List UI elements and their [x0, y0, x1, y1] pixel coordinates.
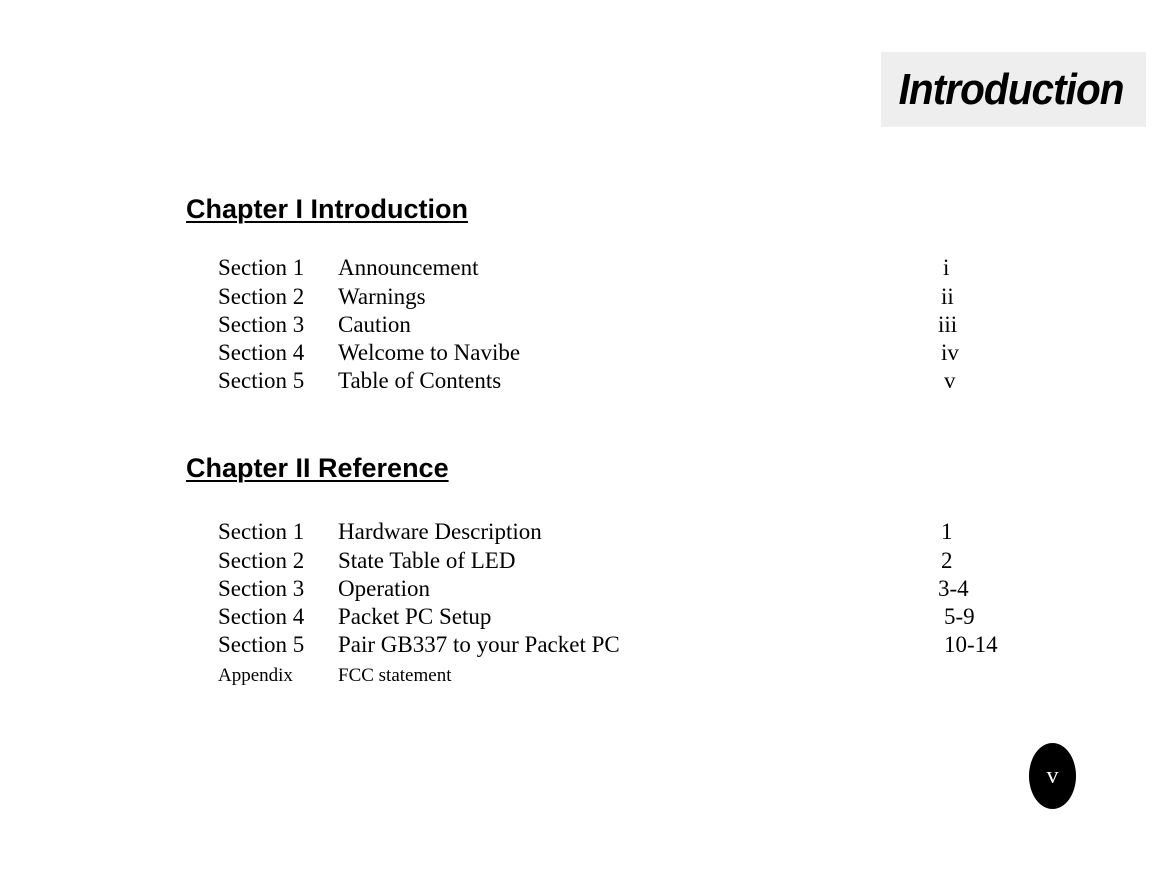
toc-entry: [0, 283, 1155, 311]
toc-section-label: Appendix: [218, 665, 293, 686]
toc-entry: [0, 547, 1155, 575]
toc-entry: [0, 339, 1155, 367]
toc-section-title: FCC statement: [338, 665, 452, 686]
toc-page-number: 3-4: [938, 576, 969, 601]
toc-section-title: State Table of LED: [338, 548, 516, 573]
toc-page-number: 2: [941, 548, 953, 573]
toc-section-label: Section 2: [218, 548, 305, 573]
toc-section-label: Section 1: [218, 255, 305, 280]
toc-section-title: Announcement: [338, 255, 479, 280]
toc-page-number: ii: [941, 284, 954, 309]
toc-section-label: Section 4: [218, 340, 305, 365]
toc-section-label: Section 5: [218, 368, 305, 393]
toc-section-label: Section 5: [218, 632, 305, 657]
toc-section-title: Pair GB337 to your Packet PC: [338, 632, 620, 657]
toc-page-number: 10-14: [944, 632, 998, 657]
page-title: Introduction: [898, 65, 1124, 114]
toc-page-number: v: [944, 368, 956, 393]
toc-section-label: Section 2: [218, 284, 305, 309]
toc-entry: [0, 662, 1155, 690]
toc-page-number: 5-9: [944, 604, 975, 629]
toc-entry: [0, 254, 1155, 282]
toc-page-number: i: [943, 255, 950, 280]
toc-page-number: iii: [938, 312, 958, 337]
toc-section-title: Caution: [338, 312, 411, 337]
toc-entry: [0, 575, 1155, 603]
header-banner: [881, 52, 1146, 127]
chapter-heading: Chapter II Reference: [186, 453, 449, 483]
page-number-badge: v: [1029, 743, 1076, 809]
toc-section-label: Section 3: [218, 576, 305, 601]
toc-page-number: iv: [941, 340, 959, 365]
toc-section-title: Warnings: [338, 284, 426, 309]
toc-section-title: Packet PC Setup: [338, 604, 492, 629]
chapter-heading: Chapter I Introduction: [186, 194, 468, 224]
toc-entry: [0, 603, 1155, 631]
toc-section-title: Operation: [338, 576, 430, 601]
toc-entry: [0, 518, 1155, 546]
toc-section-label: Section 4: [218, 604, 305, 629]
toc-section-label: Section 3: [218, 312, 305, 337]
toc-section-title: Hardware Description: [338, 519, 542, 544]
toc-section-title: Table of Contents: [338, 368, 502, 393]
toc-page-number: 1: [941, 519, 953, 544]
toc-entry: [0, 631, 1155, 659]
toc-section-label: Section 1: [218, 519, 305, 544]
toc-section-title: Welcome to Navibe: [338, 340, 521, 365]
toc-entry: [0, 367, 1155, 395]
toc-entry: [0, 311, 1155, 339]
